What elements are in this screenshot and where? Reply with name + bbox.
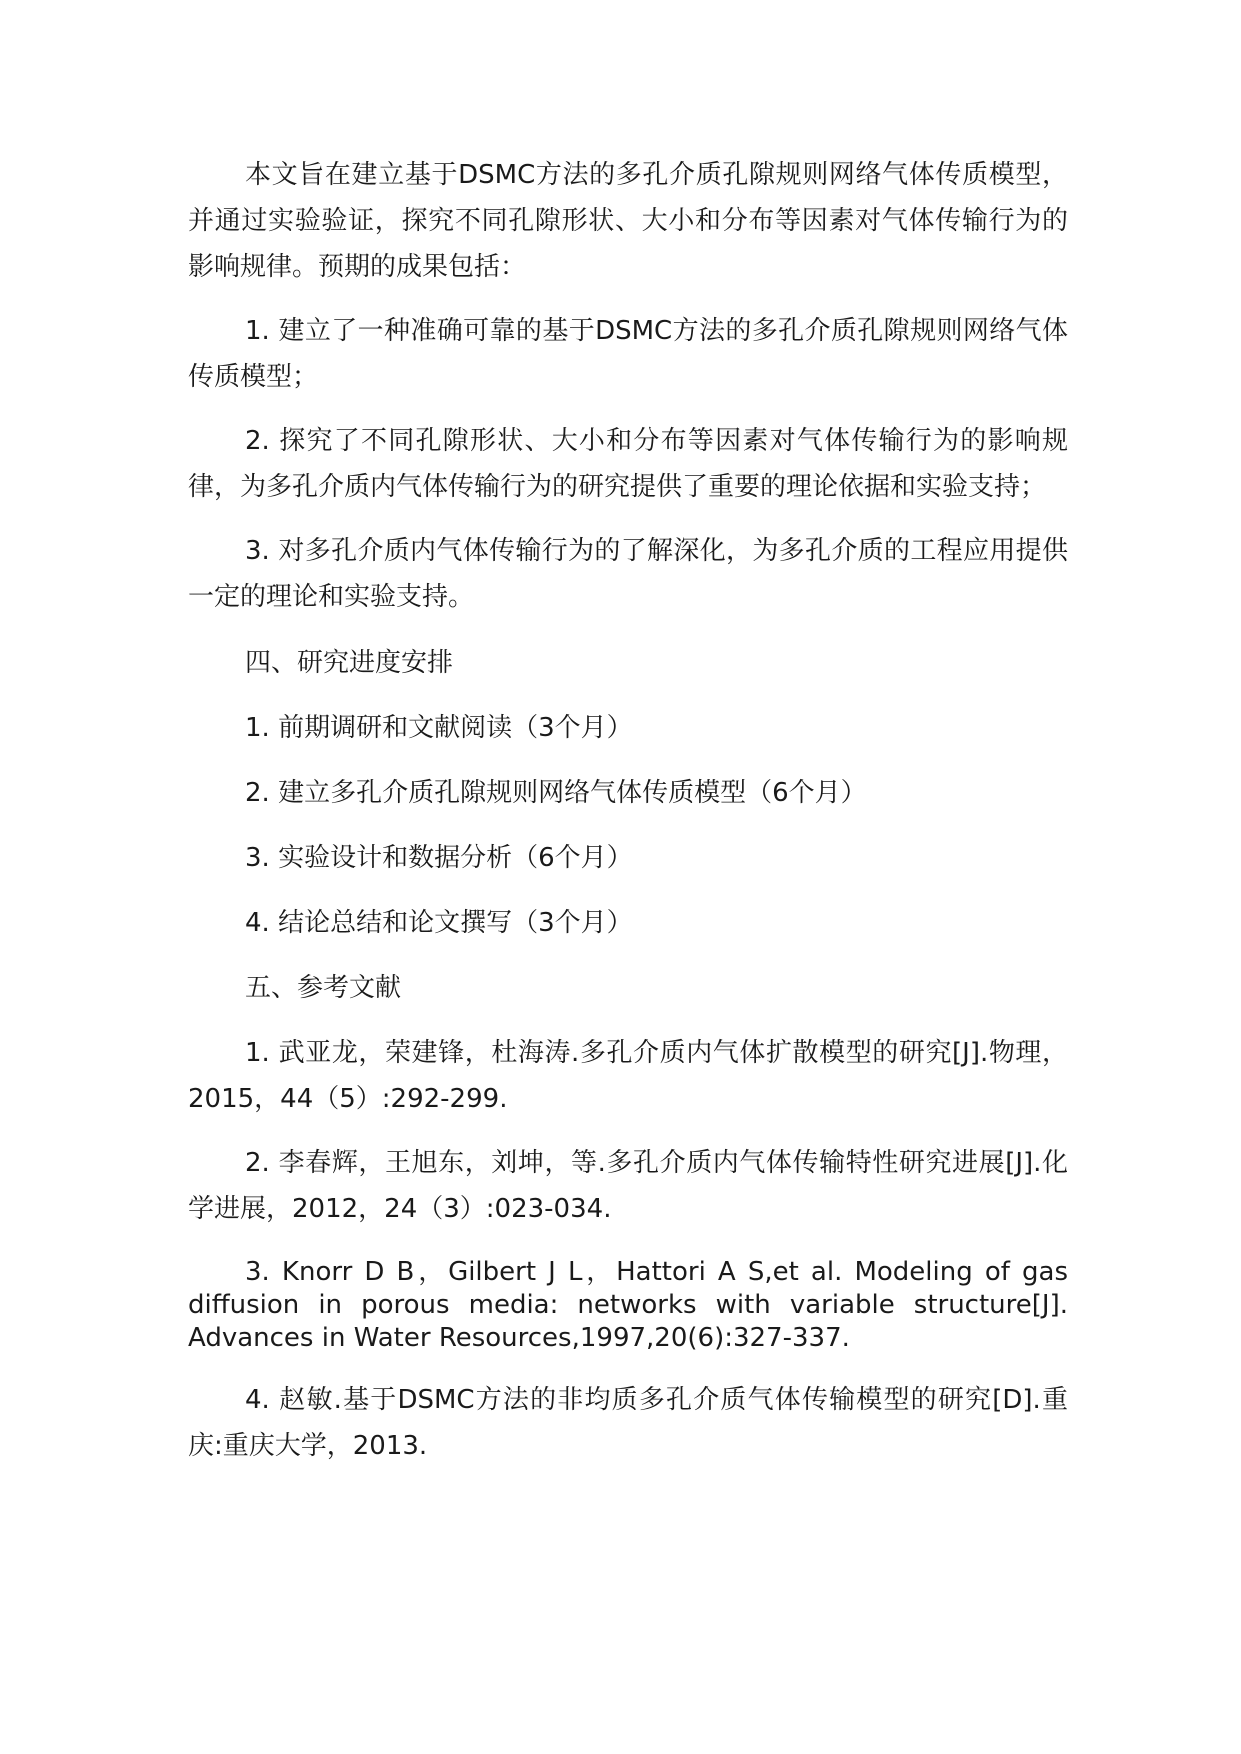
schedule-item-4: 4. 结论总结和论文撰写（3个月） xyxy=(245,908,633,938)
document-page xyxy=(188,152,1068,1487)
reference-item-3: 3. Knorr D B，Gilbert J L，Hattori A S,et al. Modeling of gas diffusion in porous media: networks with variable structure[J]. Advances in Water Resources,1997,20(6):327-337. xyxy=(188,1257,1068,1353)
reference-item-1: 1. 武亚龙，荣建锋，杜海涛.多孔介质内气体扩散模型的研究[J].物理，2015，44（5）:292-299. xyxy=(188,1038,1068,1114)
schedule-item-1: 1. 前期调研和文献阅读（3个月） xyxy=(245,713,633,743)
outcome-item-1: 1. 建立了一种准确可靠的基于DSMC方法的多孔介质孔隙规则网络气体传质模型； xyxy=(188,316,1068,392)
schedule-item-3: 3. 实验设计和数据分析（6个月） xyxy=(245,843,633,873)
reference-item-4: 4. 赵敏.基于DSMC方法的非均质多孔介质气体传输模型的研究[D].重庆:重庆大学，2013. xyxy=(188,1385,1068,1461)
schedule-item-2: 2. 建立多孔介质孔隙规则网络气体传质模型（6个月） xyxy=(245,778,867,808)
outcome-item-3: 3. 对多孔介质内气体传输行为的了解深化，为多孔介质的工程应用提供一定的理论和实验支持。 xyxy=(188,536,1068,612)
outcome-item-2: 2. 探究了不同孔隙形状、大小和分布等因素对气体传输行为的影响规律，为多孔介质内气体传输行为的研究提供了重要的理论依据和实验支持； xyxy=(188,426,1068,502)
intro-paragraph: 本文旨在建立基于DSMC方法的多孔介质孔隙规则网络气体传质模型，并通过实验验证，探究不同孔隙形状、大小和分布等因素对气体传输行为的影响规律。预期的成果包括： xyxy=(188,160,1068,282)
section-heading-references: 五、参考文献 xyxy=(245,973,402,1003)
section-heading-schedule: 四、研究进度安排 xyxy=(245,648,454,678)
reference-item-2: 2. 李春辉，王旭东，刘坤，等.多孔介质内气体传输特性研究进展[J].化学进展，2012，24（3）:023-034. xyxy=(188,1148,1068,1224)
